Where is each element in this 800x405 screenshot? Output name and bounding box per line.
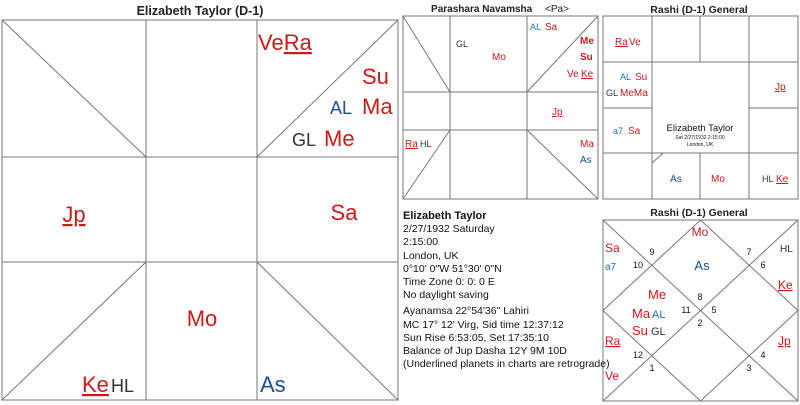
chart2-planet-as: As [580, 155, 592, 166]
chart4-house-9: 9 [649, 247, 655, 257]
chart1-planet-ra: Ra [283, 30, 312, 55]
chart2-planet-me: Me [580, 36, 594, 47]
chart4-title: Rashi (D-1) General [650, 207, 748, 219]
chart3-center [667, 123, 734, 148]
chart3-planet-al: AL [620, 72, 632, 82]
info-sun: Sun Rise 6:53:05, Set 17:35:10 [403, 331, 549, 344]
chart4-house-11: 11 [681, 305, 691, 315]
chart4-planet-mo: Mo [691, 225, 709, 239]
chart4-planet-su: Su [632, 323, 648, 338]
chart1-title: Elizabeth Taylor (D-1) [136, 4, 264, 18]
chart2-planet-sa: Sa [545, 22, 558, 33]
chart2-planet-ve: Ve [567, 69, 579, 80]
chart3-planet-a7: a7 [613, 126, 624, 136]
chart2-planet-su: Su [580, 52, 593, 63]
chart1-planet-me: Me [324, 126, 355, 151]
chart1-planet-jp: Jp [62, 202, 86, 227]
chart4-planet-a7: a7 [605, 262, 617, 273]
chart2-planet-ra: Ra [405, 139, 418, 150]
chart1-planet-al: AL [330, 98, 353, 118]
chart1-planet-mo: Mo [186, 306, 218, 331]
chart3-planet-mema: MeMa [620, 88, 648, 99]
chart2-planet-mo: Mo [492, 52, 506, 63]
chart3-center-date: Sat 2/27/1932 2:15:00 [675, 135, 725, 141]
chart1-planet-ma: Ma [362, 94, 393, 119]
chart3-planet-ke: Ke [776, 174, 789, 185]
chart1-planets [62, 30, 393, 397]
chart3-planet-ra: Ra [615, 37, 628, 48]
chart3-planets [606, 37, 789, 185]
info-dasha: Balance of Jup Dasha 12Y 9M 10D [403, 345, 567, 358]
chart2-planet-hl: HL [420, 139, 432, 149]
info-name: Elizabeth Taylor [403, 210, 487, 222]
info-dst: No daylight saving [403, 289, 489, 302]
chart3-planet-hl: HL [762, 174, 774, 184]
chart4-house-6: 6 [760, 260, 766, 270]
chart3-planet-sa: Sa [628, 126, 641, 137]
chart4-house-8: 8 [697, 292, 703, 302]
chart3-planet-jp: Jp [775, 82, 786, 93]
chart1-planet-sa: Sa [330, 200, 358, 225]
chart4-house-3: 3 [746, 363, 752, 373]
chart4-planet-me: Me [648, 287, 667, 302]
chart3-planet-as: As [670, 174, 682, 185]
chart2-title-text: Parashara Navamsha [431, 4, 533, 15]
chart4-planet-jp: Jp [778, 334, 791, 348]
info-mc: MC 17° 12' Virg, Sid time 12:37:12 [403, 318, 564, 331]
chart2-tag: <Pa> [545, 4, 569, 15]
chart4-planet-gl: GL [651, 326, 666, 338]
chart4-planet-ra: Ra [605, 334, 621, 348]
chart4-planet-ma: Ma [632, 306, 651, 321]
info-timezone: Time Zone 0: 0: 0 E [403, 276, 495, 289]
chart1-planet-su: Su [362, 64, 389, 89]
info-coords: 0°10' 0"W 51°30' 0"N [403, 262, 502, 275]
chart3-center-place: London, UK [686, 142, 714, 148]
chart2-planet-jp: Jp [552, 107, 563, 118]
chart4-house-4: 4 [760, 350, 766, 360]
chart2-planets [405, 22, 594, 166]
info-note: (Underlined planets in charts are retrograde) [403, 358, 610, 371]
chart1-planet-gl: GL [292, 130, 317, 150]
chart2-planet-ke: Ke [581, 69, 594, 80]
info-ayanamsa: Ayanamsa 22°54'36" Lahiri [403, 305, 529, 318]
info-date: 2/27/1932 Saturday [403, 223, 495, 236]
chart4-house-1: 1 [649, 363, 655, 373]
chart4-planet-ke: Ke [778, 278, 793, 292]
chart1-planet-as: As [260, 372, 286, 397]
chart1-planet-ve: VeRa [258, 30, 312, 55]
chart4-house-5: 5 [711, 305, 717, 315]
chart4-house-10: 10 [632, 260, 644, 270]
chart3-planet-mo: Mo [711, 174, 725, 185]
chart3-planet-su: Su [635, 72, 648, 83]
chart4-planet-ve: Ve [605, 369, 620, 383]
chart3-center-name: Elizabeth Taylor [666, 123, 734, 134]
chart4-planet-hl: HL [780, 244, 793, 255]
birth-info [403, 210, 610, 371]
chart4-house-2: 2 [697, 318, 703, 328]
chart2-planet-ma: Ma [580, 139, 594, 150]
chart4-planet-sa: Sa [605, 241, 620, 255]
chart3-planet-ve: Ve [629, 37, 641, 48]
chart2-grid [403, 16, 598, 199]
chart3-planet-gl: GL [606, 88, 619, 98]
chart1-planet-hl: HL [111, 376, 135, 396]
chart1-planet-ke: Ke [82, 372, 109, 397]
info-place: London, UK [403, 249, 459, 262]
chart4-house-12: 12 [632, 350, 644, 360]
chart4-planet-al: AL [652, 309, 666, 321]
chart3-title: Rashi (D-1) General [650, 4, 748, 16]
chart2-planet-gl: GL [456, 39, 469, 49]
info-time: 2:15:00 [403, 236, 439, 249]
chart4-planet-as: As [694, 258, 710, 273]
chart2-planet-al: AL [530, 22, 542, 32]
chart4-house-7: 7 [746, 247, 752, 257]
